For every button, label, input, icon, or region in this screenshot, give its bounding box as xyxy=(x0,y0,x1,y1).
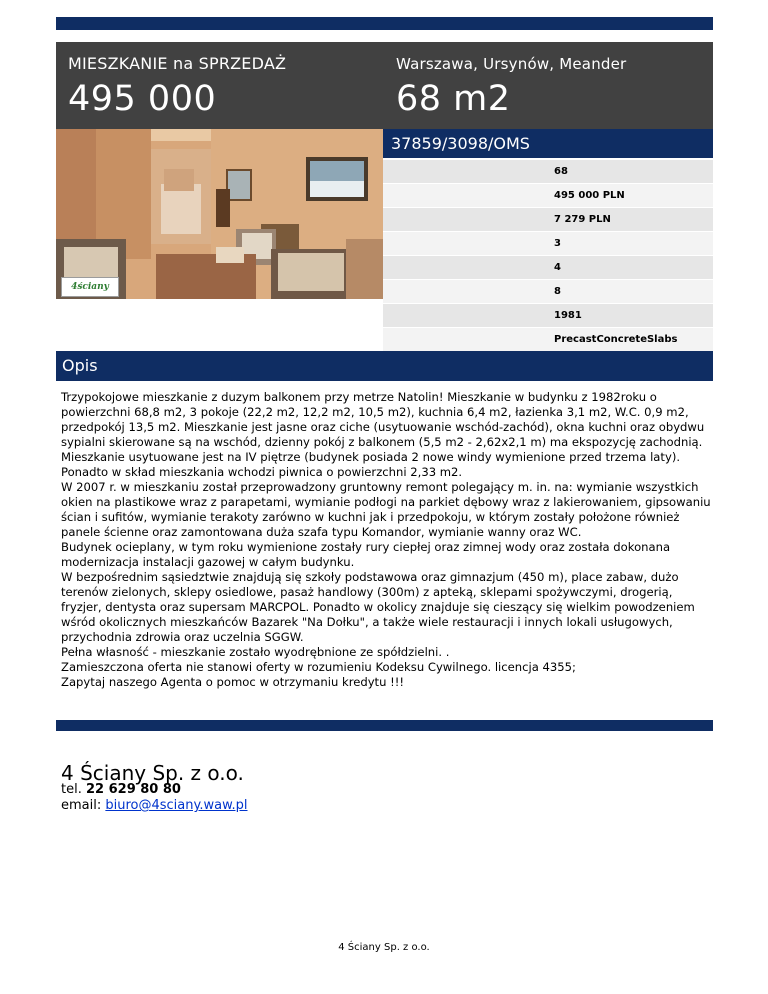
agency-name: 4 Ściany Sp. z o.o. xyxy=(61,761,244,785)
price: 495 000 xyxy=(68,79,217,119)
page-footer: 4 Ściany Sp. z o.o. xyxy=(338,942,430,953)
location: Warszawa, Ursynów, Meander xyxy=(396,55,627,73)
section-divider-bar xyxy=(56,720,713,731)
prop-row: PrecastConcreteSlabs xyxy=(383,328,713,351)
prop-row: 7 279 PLN xyxy=(383,208,713,231)
description-heading: Opis xyxy=(56,351,713,381)
prop-row: 1981 xyxy=(383,304,713,327)
description-paragraph: Zamieszczona oferta nie stanowi oferty w rozumieniu Kodeksu Cywilnego. licencja 4355; xyxy=(61,660,576,674)
apartment-photo-image xyxy=(56,129,383,299)
email-line xyxy=(61,798,248,814)
phone-label: tel. xyxy=(61,782,82,797)
description-paragraph: Zapytaj naszego Agenta o pomoc w otrzymaniu kredytu !!! xyxy=(61,675,405,689)
agency-logo: 4ściany xyxy=(61,277,119,297)
offer-ref-bar: 37859/3098/OMS xyxy=(383,129,713,158)
prop-row: 495 000 PLN xyxy=(383,184,713,207)
description-paragraph: Pełna własność - mieszkanie zostało wyodrębnione ze spółdzielni. . xyxy=(61,645,450,659)
properties-table xyxy=(383,160,713,352)
description-paragraph: W 2007 r. w mieszkaniu został przeprowadzony gruntowny remont polegający m. in. na: wymianie wszystkich okien na plastikowe wraz z parapetami, wymianie podłogi na parkiet dębowy wraz z lakierowaniem, gipsowaniu ścian i sufitów, wymianie terakoty zarówno w kuchni jak i przedpokoju, w którym zostały położone również panele ścienne oraz zamontowana duża szafa typu Komandor, wymianie wanny oraz WC. xyxy=(61,480,711,539)
phone-number: 22 629 80 80 xyxy=(85,782,181,797)
email-link[interactable]: biuro@4sciany.waw.pl xyxy=(105,798,248,813)
apartment-photo xyxy=(56,129,383,299)
area: 68 m2 xyxy=(396,79,511,119)
description-paragraph: Budynek ocieplany, w tym roku wymienione zostały rury ciepłej oraz zimnej wody oraz została dokonana modernizacja instalacji gazowej w całym budynku. xyxy=(61,540,671,569)
location-block xyxy=(396,54,626,120)
description-paragraph: Trzypokojowe mieszkanie z duzym balkonem przy metrze Natolin! Mieszkanie w budynku z 1982roku o powierzchni 68,8 m2, 3 pokoje (22,2 m2, 12,2 m2, 10,5 m2), kuchnia 6,4 m2, łazienka 3,1 m2, W.C. 0,9 m2, przedpokój 13,5 m2. Mieszkanie jest jasne oraz ciche (usytuowanie wschód-zachód), okna kuchni oraz obydwu sypialni skierowane są na wschód, dzienny pokój z balkonem (5,5 m2 - 2,62x2,1 m) ma ekspozycję zachodnią. Mieszkanie usytuowane jest na IV piętrze (budynek posiada 2 nowe windy wymienione przed trzema laty). Ponadto w skład mieszkania wchodzi piwnica o powierzchni 2,33 m2. xyxy=(61,390,705,479)
top-decor-bar xyxy=(56,17,713,30)
email-label: email: xyxy=(61,798,102,813)
phone-line xyxy=(61,782,248,798)
prop-row: 8 xyxy=(383,280,713,303)
agency-contact xyxy=(61,782,248,814)
price-block xyxy=(68,54,286,120)
description-paragraph: W bezpośrednim sąsiedztwie znajdują się szkoły podstawowa oraz gimnazjum (450 m), place zabaw, dużo terenów zielonych, sklepy osiedlowe, pasaż handlowy (300m) z apteką, sklepami spożywczymi, drogerią, fryzjer, dentysta oraz supersam MARCPOL. Ponadto w okolicy znajduje się cieszący się wielkim powodzeniem wśród okolicznych mieszkańców Bazarek "Na Dołku", a także wiele restauracji i innych lokali usługowych, przychodnia zdrowia oraz uczelnia SGGW. xyxy=(61,570,695,644)
prop-row: 3 xyxy=(383,232,713,255)
prop-row: 4 xyxy=(383,256,713,279)
offer-type: MIESZKANIE na SPRZEDAŻ xyxy=(68,54,287,73)
offer-header xyxy=(56,42,713,129)
prop-row: 68 xyxy=(383,160,713,183)
description-text xyxy=(61,390,711,690)
